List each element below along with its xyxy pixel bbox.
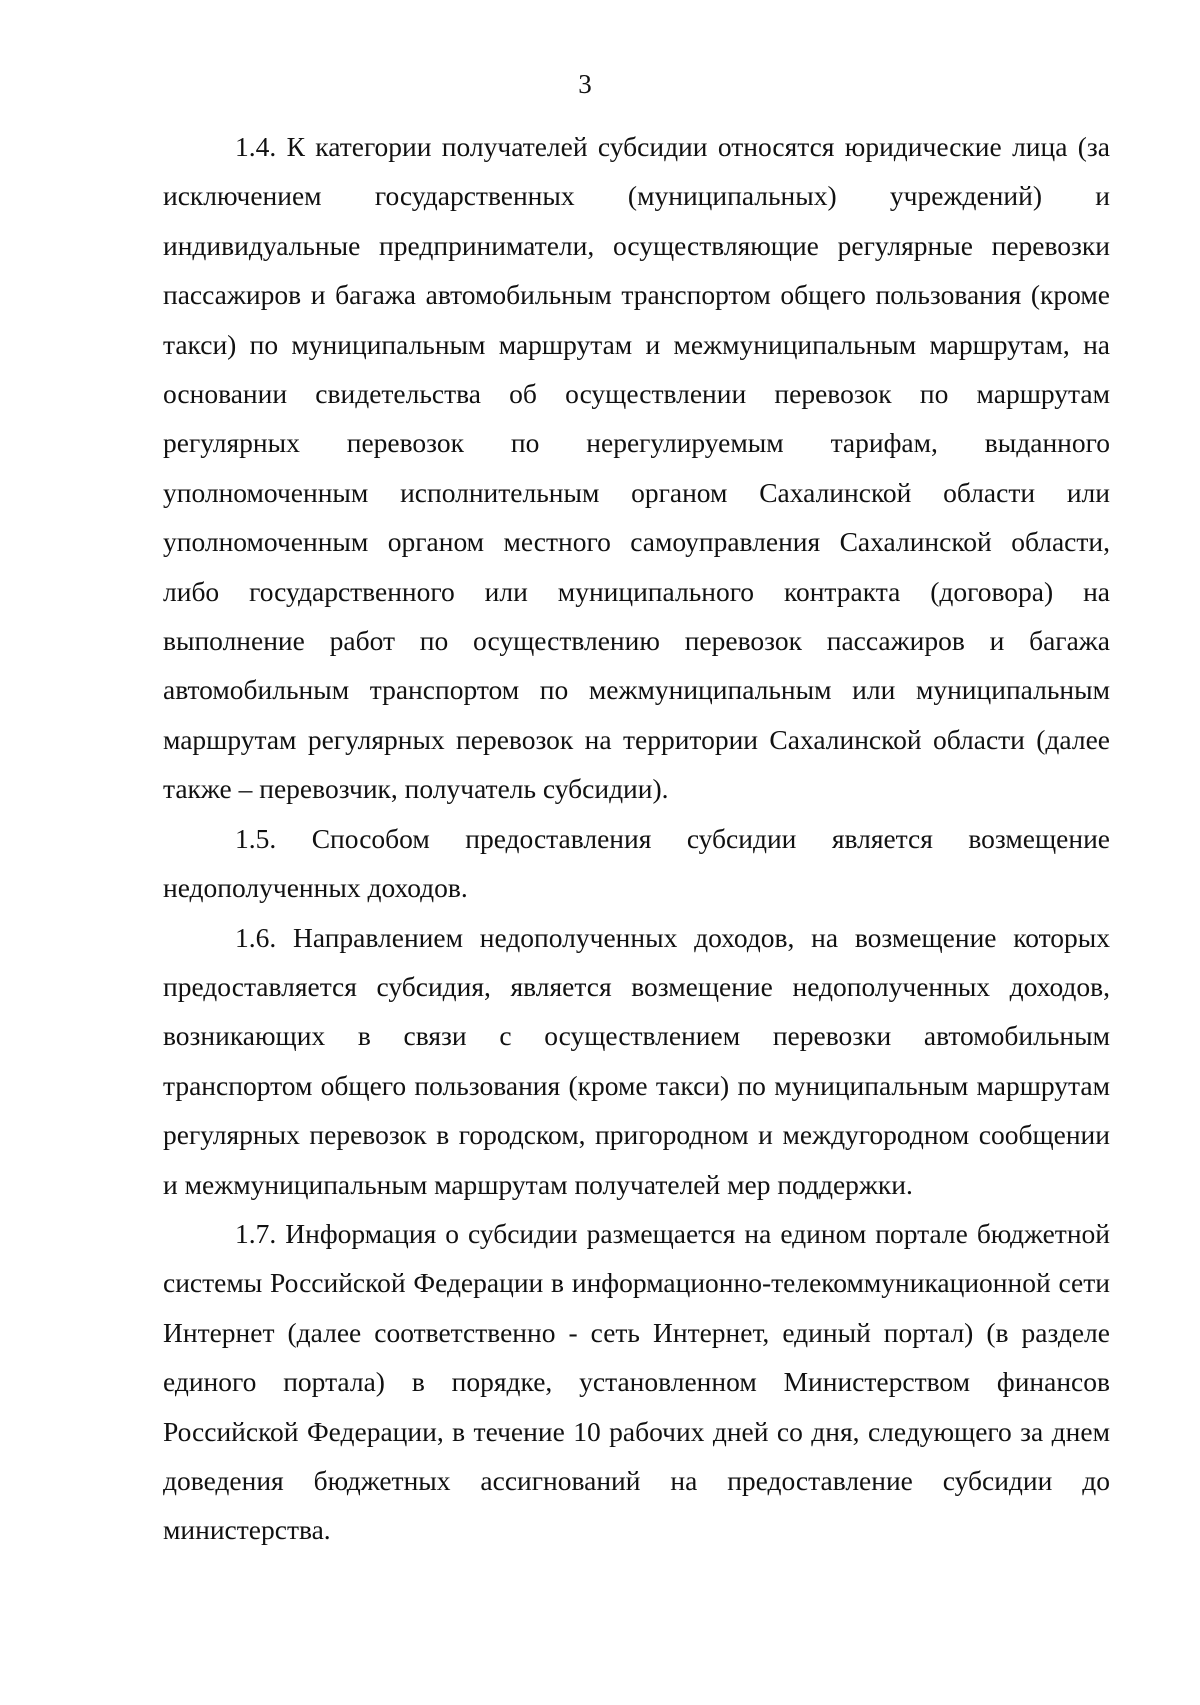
paragraph-1-5: 1.5. Способом предоставления субсидии является возмещение недополученных доходов. [163,822,1110,904]
paragraph-1-7: 1.7. Информация о субсидии размещается на едином портале бюджетной системы Российской Федерации в информационно-телекоммуникационной сети Интернет (далее соответственно - сеть Интернет, единый портал) (в разделе единого портала) в порядке, установленном Министерством финансов Российской Федерации, в течение 10 рабочих дней со дня, следующего за днем доведения бюджетных ассигнований на предоставление субсидии до министерства. [163,1217,1110,1546]
paragraph-1-6: 1.6. Направлением недополученных доходов, на возмещение которых предоставляется субсидия, является возмещение недополученных доходов, возникающих в связи с осуществлением перевозки автомобильным транспортом общего пользования (кроме такси) по муниципальным маршрутам регулярных перевозок в городском, пригородном и междугородном сообщении и межмуниципальным маршрутам получателей мер поддержки. [163,921,1110,1200]
document-body [163,122,1110,1555]
paragraph-1-4: 1.4. К категории получателей субсидии относятся юридические лица (за исключением государственных (муниципальных) учреждений) и индивидуальные предприниматели, осуществляющие регулярные перевозки пассажиров и багажа автомобильным транспортом общего пользования (кроме такси) по муниципальным маршрутам и межмуниципальным маршрутам, на основании свидетельства об осуществлении перевозок по маршрутам регулярных перевозок по нерегулируемым тарифам, выданного уполномоченным исполнительным органом Сахалинской области или уполномоченным органом местного самоуправления Сахалинской области, либо государственного или муниципального контракта (договора) на выполнение работ по осуществлению перевозок пассажиров и багажа автомобильным транспортом по межмуниципальным или муниципальным маршрутам регулярных перевозок на территории Сахалинской области (далее также – перевозчик, получатель субсидии). [163,131,1110,805]
page-number: 3 [578,69,592,99]
